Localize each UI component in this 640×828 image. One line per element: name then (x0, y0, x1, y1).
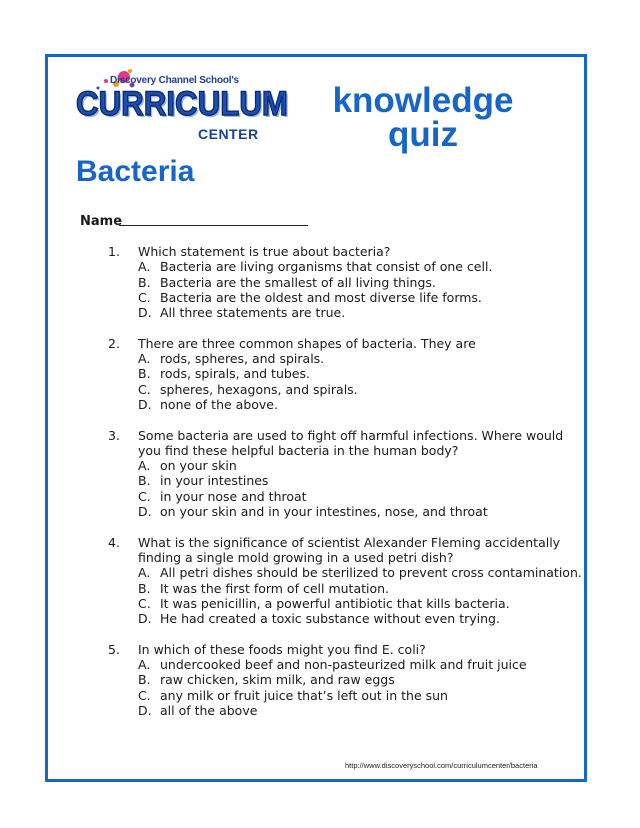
answer-option[interactable] (108, 351, 578, 366)
option-letter: D. (138, 305, 152, 321)
option-letter: B. (138, 473, 151, 489)
answer-option[interactable] (108, 397, 578, 412)
answer-option[interactable] (108, 489, 578, 504)
question-3 (108, 428, 578, 520)
name-field[interactable] (119, 225, 308, 226)
option-text: in your nose and throat (160, 488, 307, 504)
option-text: rods, spirals, and tubes. (160, 366, 310, 382)
question-stem (108, 535, 578, 566)
option-letter: B. (138, 274, 151, 290)
option-letter: B. (138, 366, 151, 382)
logo-top-text: Discovery Channel School's (110, 75, 239, 86)
option-text: undercooked beef and non-pasteurized milk and fruit juice (160, 657, 527, 673)
footer-url: http://www.discoveryschool.com/curriculumcenter/bacteria (345, 761, 538, 770)
option-text: It was the first form of cell mutation. (160, 580, 390, 596)
answer-option[interactable] (108, 657, 578, 672)
option-text: Bacteria are living organisms that consist of one cell. (160, 259, 493, 275)
option-letter: B. (138, 580, 151, 596)
answer-option[interactable] (108, 596, 578, 611)
option-text: All three statements are true. (160, 305, 346, 321)
question-text: There are three common shapes of bacteria. They are (138, 335, 476, 351)
answer-option[interactable] (108, 703, 578, 718)
question-text: In which of these foods might you find E. coli? (138, 641, 426, 657)
question-stem (108, 642, 578, 657)
option-letter: A. (138, 657, 151, 673)
answer-option[interactable] (108, 305, 578, 320)
option-text: none of the above. (160, 396, 278, 412)
option-text: All petri dishes should be sterilized to prevent cross contamination. (160, 565, 582, 581)
question-2 (108, 336, 578, 412)
logo-main-text: CURRICULUM (76, 85, 288, 123)
option-text: He had created a toxic substance without even trying. (160, 611, 500, 627)
option-letter: C. (138, 488, 151, 504)
option-text: Bacteria are the oldest and most diverse life forms. (160, 289, 482, 305)
option-letter: C. (138, 381, 151, 397)
question-number: 2. (108, 335, 120, 351)
answer-option[interactable] (108, 672, 578, 687)
question-number: 3. (108, 427, 120, 443)
answer-option[interactable] (108, 259, 578, 274)
option-text: rods, spheres, and spirals. (160, 351, 325, 367)
question-list (108, 244, 582, 734)
question-number: 4. (108, 534, 120, 550)
question-text: Which statement is true about bacteria? (138, 244, 391, 259)
question-1 (108, 244, 578, 320)
answer-option[interactable] (108, 275, 578, 290)
option-text: It was penicillin, a powerful antibiotic that kills bacteria. (160, 595, 510, 611)
option-letter: B. (138, 672, 151, 688)
question-4 (108, 534, 582, 627)
option-letter: A. (138, 259, 151, 275)
answer-option[interactable] (108, 565, 582, 581)
question-stem (108, 244, 578, 259)
curriculum-center-logo (76, 68, 286, 148)
option-letter: C. (138, 595, 151, 611)
option-text: Bacteria are the smallest of all living things. (160, 274, 436, 290)
question-stem (108, 428, 578, 459)
option-letter: A. (138, 565, 151, 581)
answer-option[interactable] (108, 473, 578, 488)
answer-option[interactable] (108, 458, 578, 473)
option-letter: D. (138, 504, 152, 520)
question-text: Some bacteria are used to fight off harmful infections. Where would you find these helpful bacteria in the human body? (138, 427, 564, 458)
question-stem (108, 336, 578, 351)
question-text: What is the significance of scientist Alexander Fleming accidentally finding a single mold growing in a used petri dish? (138, 534, 561, 565)
option-letter: D. (138, 396, 152, 412)
question-number: 5. (108, 641, 120, 657)
name-label: Name (80, 214, 123, 229)
answer-option[interactable] (108, 688, 578, 703)
subject-heading: Bacteria (76, 155, 195, 188)
answer-option[interactable] (108, 504, 578, 519)
quiz-title-line1: knowledge (332, 81, 514, 120)
option-letter: C. (138, 289, 151, 305)
answer-option[interactable] (108, 290, 578, 305)
answer-option[interactable] (108, 581, 578, 596)
option-letter: A. (138, 351, 151, 367)
question-5 (108, 642, 578, 718)
answer-option[interactable] (108, 382, 578, 397)
answer-option[interactable] (108, 611, 578, 626)
option-letter: A. (138, 458, 151, 474)
option-text: on your skin and in your intestines, nose, and throat (160, 504, 488, 520)
quiz-title (298, 81, 548, 154)
option-text: on your skin (160, 458, 237, 474)
option-letter: D. (138, 702, 152, 718)
answer-option[interactable] (108, 366, 578, 381)
option-text: in your intestines (160, 473, 269, 489)
quiz-title-line2: quiz (388, 115, 458, 154)
option-letter: C. (138, 687, 151, 703)
option-text: any milk or fruit juice that’s left out in the sun (160, 687, 448, 703)
option-letter: D. (138, 611, 152, 627)
logo-sub-text: CENTER (198, 126, 259, 142)
option-text: spheres, hexagons, and spirals. (160, 381, 358, 397)
question-number: 1. (108, 244, 120, 259)
option-text: raw chicken, skim milk, and raw eggs (160, 672, 395, 688)
option-text: all of the above (160, 702, 258, 718)
